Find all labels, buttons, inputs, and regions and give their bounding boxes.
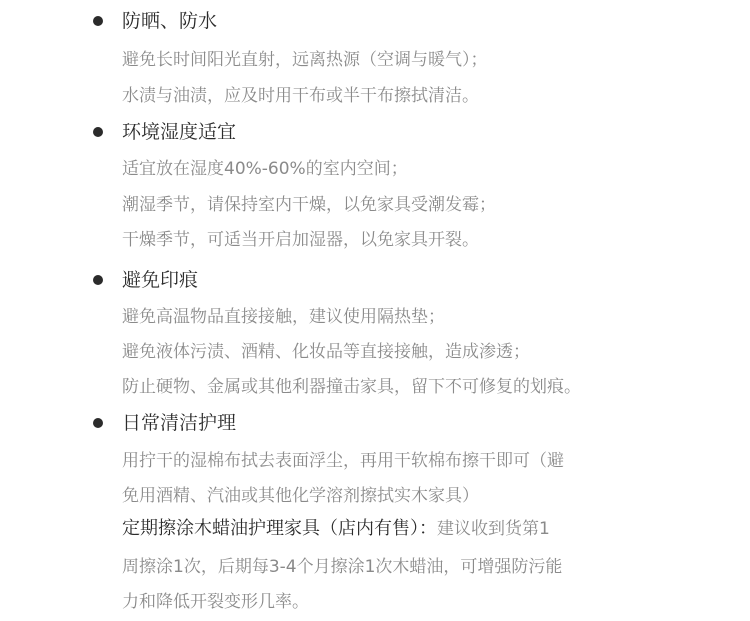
body-line: 力和降低开裂变形几率。 — [122, 592, 309, 612]
body-line: 潮湿季节，请保持室内干燥，以免家具受潮发霉； — [122, 195, 496, 215]
bullet-icon — [93, 418, 103, 428]
body-line: 干燥季节，可适当开启加湿器，以免家具开裂。 — [122, 230, 479, 250]
body-line: 避免液体污渍、酒精、化妆品等直接接触，造成渗透； — [122, 342, 530, 362]
body-line: 避免长时间阳光直射，远离热源（空调与暖气）； — [122, 50, 488, 70]
body-line: 防止硬物、金属或其他利器撞击家具，留下不可修复的划痕。 — [122, 377, 581, 397]
section-heading: 防晒、防水 — [122, 10, 218, 32]
body-line: 避免高温物品直接接触，建议使用隔热垫； — [122, 307, 445, 327]
section-heading: 日常清洁护理 — [122, 412, 237, 434]
section-heading: 避免印痕 — [122, 269, 199, 291]
body-line: 周擦涂1次，后期每3-4个月擦涂1次木蜡油，可增强防污能 — [122, 557, 563, 577]
section-heading: 环境湿度适宜 — [122, 121, 237, 143]
emphasis-line — [122, 518, 550, 540]
bullet-icon — [93, 127, 103, 137]
body-line: 水渍与油渍，应及时用干布或半干布擦拭清洁。 — [122, 86, 479, 106]
emphasis-label: 定期擦涂木蜡油护理家具（店内有售）： — [122, 518, 437, 539]
emphasis-text: 建议收到货第1 — [437, 519, 550, 539]
body-line: 用拧干的湿棉布拭去表面浮尘，再用干软棉布擦干即可（避 — [122, 451, 564, 471]
bullet-icon — [93, 16, 103, 26]
body-line: 免用酒精、汽油或其他化学溶剂擦拭实木家具） — [122, 486, 479, 506]
body-line: 适宜放在湿度40%-60%的室内空间； — [122, 159, 408, 179]
bullet-icon — [93, 275, 103, 285]
